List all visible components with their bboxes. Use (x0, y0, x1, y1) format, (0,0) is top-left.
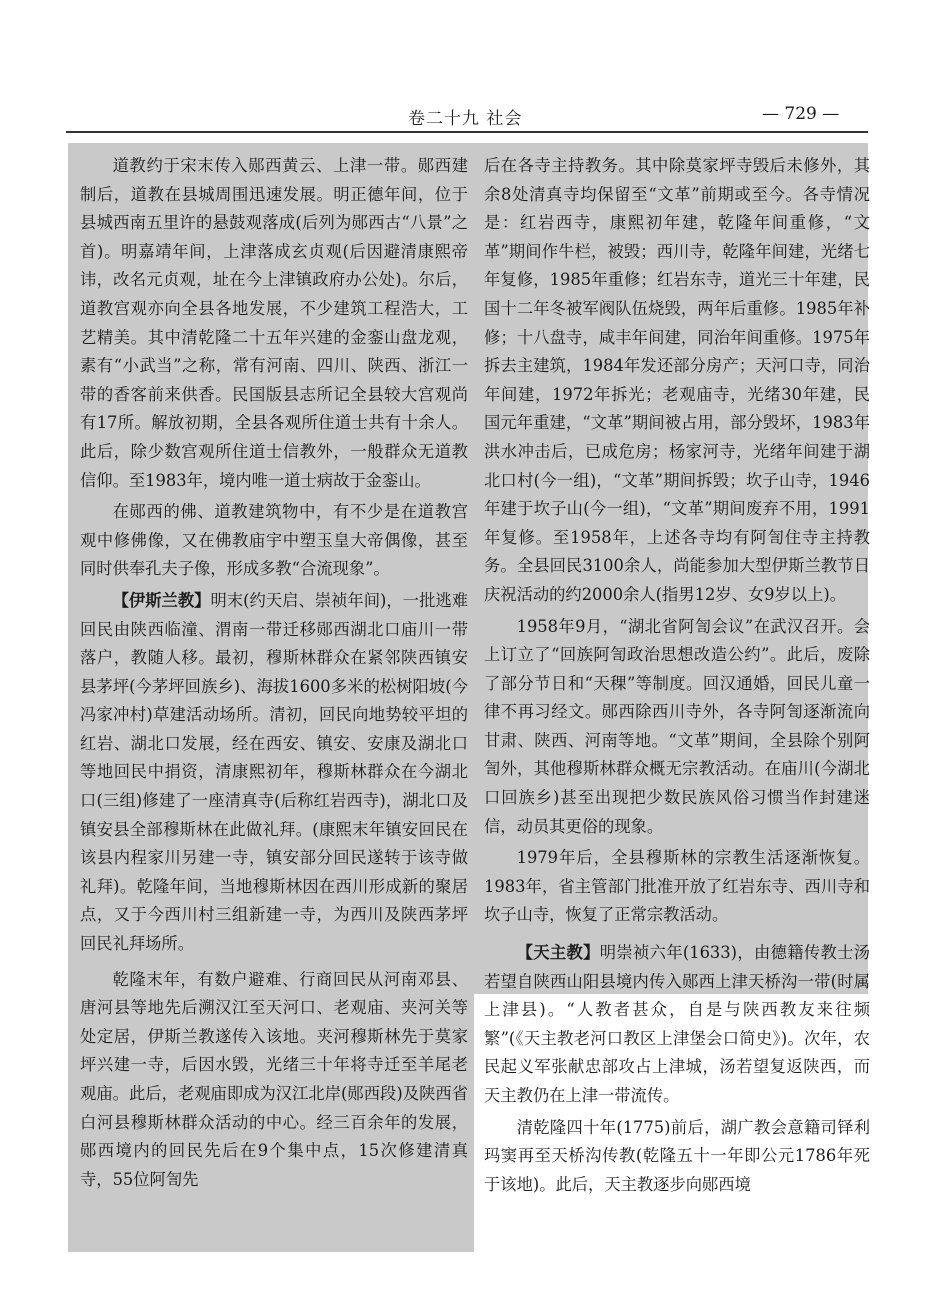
chapter-title: 卷二十九 社会 (408, 109, 523, 129)
catholic-paragraph (484, 939, 870, 1111)
conference-paragraph: 1958年9月，“湖北省阿訇会议”在武汉召开。会上订立了“回族阿訇政治思想改造公约”。此后，废除了部分节日和“天稞”等制度。回汉通婚，回民儿童一律不再习经文。郧西除西川寺外，各寺阿訇逐渐流向甘肃、陕西、河南等地。“文革”期间，全县除个别阿訇外，其他穆斯林群众概无宗教活动。在庙川(今湖北口回族乡)甚至出现把少数民族风俗习惯当作封建迷信，动员其更俗的现象。 (484, 616, 870, 836)
syncretism-paragraph: 在郧西的佛、道教建筑物中，有不少是在道教宫观中修佛像，又在佛教庙宇中塑玉皇大帝偶像，甚至同时供奉孔夫子像，形成多教“合流现象”。 (80, 502, 468, 579)
recovery-paragraph: 1979年后，全县穆斯林的宗教生活逐渐恢复。1983年，省主管部门批准开放了红岩东寺、西川寺和坎子山寺，恢复了正常宗教活动。 (484, 848, 870, 925)
catholic-heading: 【天主教】 (516, 943, 600, 963)
qianlong-catholic-paragraph: 清乾隆四十年(1775)前后，湖广教会意籍司铎利玛窦再至天桥沟传教(乾隆五十一年即公元1786年死于该地)。此后，天主教逐步向郧西境 (484, 1117, 870, 1194)
mosques-paragraph: 后在各寺主持教务。其中除莫家坪寺毁后未修外，其余8处清真寺均保留至“文革”前期或至今。各寺情况是：红岩西寺，康熙初年建，乾隆年间重修，“文革”期间作牛栏，被毁；西川寺，乾隆年间建，光绪七年复修，1985年重修；红岩东寺，道光三十年建，民国十二年冬被军阀队伍烧毁，两年后重修。1985年补修；十八盘寺，咸丰年间建，同治年间重修。1975年拆去主建筑，1984年发还部分房产；天河口寺，同治年间建，1972年拆光；老观庙寺，光绪30年建，民国元年重建，“文革”期间被占用，部分毁坏，1983年洪水冲击后，已成危房；杨家河寺，光绪年间建于湖北口村(今一组)，“文革”期间拆毁；坎子山寺，1946年建于坎子山(今一组)，“文革”期间废弃不用，1991年复修。至1958年，上述各寺均有阿訇住寺主持教务。全县回民3100余人，尚能参加大型伊斯兰教节日庆祝活动的约2000余人(指男12岁、女9岁以上)。 (484, 156, 870, 604)
taoism-paragraph: 道教约于宋末传入郧西黄云、上津一带。郧西建制后，道教在县城周围迅速发展。明正德年间，位于县城西南五里许的悬鼓观落成(后列为郧西古“八景”之首)。明嘉靖年间，上津落成玄贞观(后因避清康熙帝讳，改名元贞观，址在今上津镇政府办公处)。尔后，道教宫观亦向全县各地发展，不少建筑工程浩大，工艺精美。其中清乾隆二十五年兴建的金銮山盘龙观，素有“小武当”之称，常有河南、四川、陕西、浙江一带的香客前来供香。民国版县志所记全县较大宫观尚有17所。解放初期，全县各观所住道士共有十余人。此后，除少数宫观所住道士信教外，一般群众无道教信仰。至1983年，境内唯一道士病故于金銮山。 (80, 156, 468, 490)
islam-heading: 【伊斯兰教】 (112, 590, 211, 610)
islam-text: 明末(约天启、崇祯年间)，一批逃难回民由陕西临潼、渭南一带迁移郧西湖北口庙川一带落户，教随人移。最初，穆斯林群众在紧邻陕西镇安县茅坪(今茅坪回族乡)、海拔1600多米的松树阳坡(今冯家冲村)草建活动场所。清初，回民向地势较平坦的红岩、湖北口发展，经在西安、镇安、安康及湖北口等地回民中捐资，清康熙初年，穆斯林群众在今湖北口(三组)修建了一座清真寺(后称红岩西寺)，湖北口及镇安县全部穆斯林在此做礼拜。(康熙末年镇安回民在该县内程家川另建一寺，镇安部分回民遂转于该寺做礼拜)。乾隆年间，当地穆斯林因在西川形成新的聚居点，又于今西川村三组新建一寺，为西川及陕西茅坪回民礼拜场所。 (80, 590, 468, 954)
page-number: — 729 — (762, 104, 840, 124)
page-header (0, 0, 936, 140)
islam-paragraph (80, 587, 468, 959)
left-column (80, 152, 468, 1194)
right-column (484, 152, 870, 1199)
header-rule (66, 131, 868, 133)
qianlong-paragraph: 乾隆末年，有数户避难、行商回民从河南邓县、唐河县等地先后溯汉江至天河口、老观庙、夹河关等处定居，伊斯兰教遂传入该地。夹河穆斯林先于莫家坪兴建一寺，后因水毁，光绪三十年将寺迁至羊尾老观庙。此后，老观庙即成为汉江北岸(郧西段)及陕西省白河县穆斯林群众活动的中心。经三百余年的发展，郧西境内的回民先后在9个集中点，15次修建清真寺，55位阿訇先 (80, 969, 468, 1189)
catholic-text: 明崇祯六年(1633)，由德籍传教士汤若望自陕西山阳县境内传入郧西上津天桥沟一带(时属上津县)。“人教者甚众，自是与陕西教友来往频繁”(《天主教老河口教区上津堡会口简史》)。次年，农民起义军张献忠部攻占上津城，汤若望复返陕西，而天主教仍在上津一带流传。 (484, 943, 870, 1105)
